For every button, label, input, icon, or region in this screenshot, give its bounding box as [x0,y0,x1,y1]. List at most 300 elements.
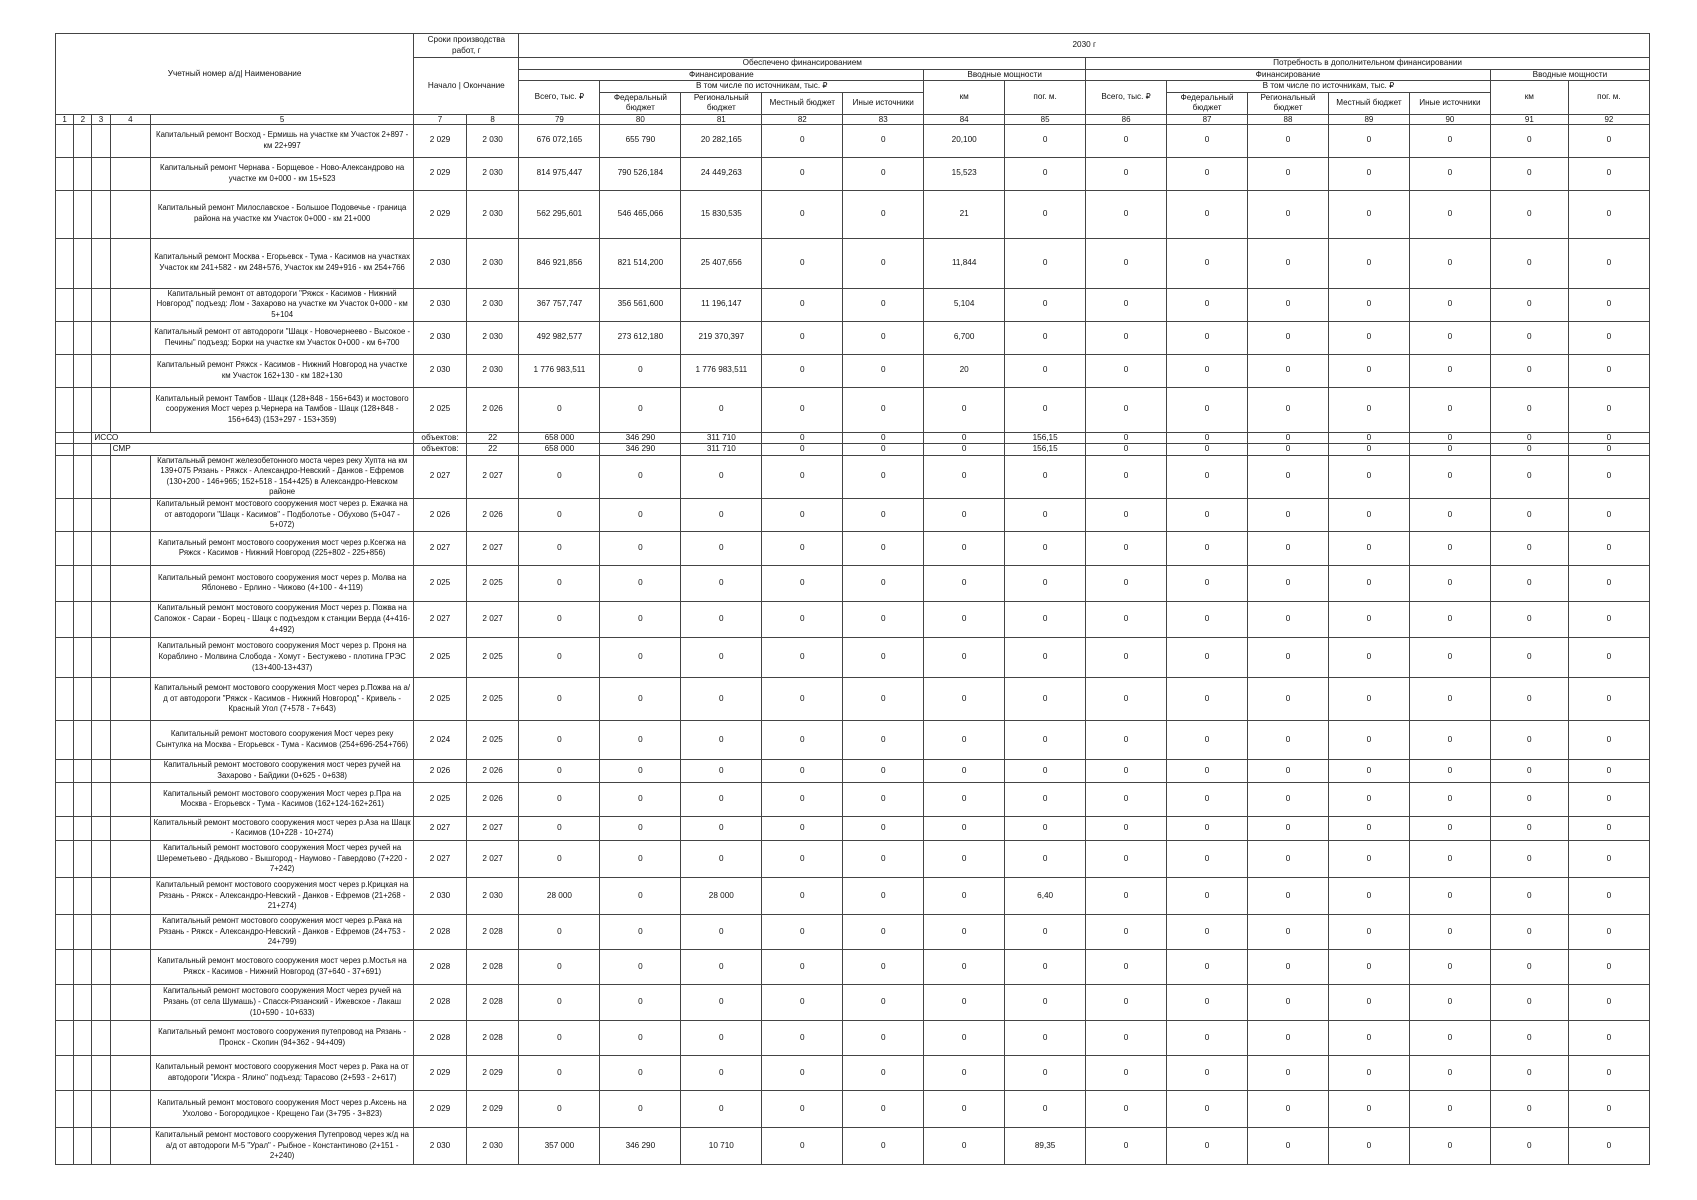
cell-empty [56,387,74,432]
cell-empty [110,877,150,914]
cell-empty [74,984,92,1020]
row-value: 0 [1490,288,1568,321]
cell-empty [56,124,74,157]
row-value: 0 [1248,124,1329,157]
row-value: 0 [924,498,1005,531]
row-value: 0 [762,949,843,984]
row-value: 367 757,747 [519,288,600,321]
row-value: 24 449,263 [681,157,762,190]
row-value: 0 [762,354,843,387]
cell-empty [92,444,110,456]
cell-empty [74,238,92,288]
cell-empty [92,984,110,1020]
row-value: 2 030 [466,1127,519,1164]
row-value: 0 [843,877,924,914]
row-value: 0 [924,759,1005,782]
row-value: 2 026 [466,387,519,432]
column-number: 84 [924,114,1005,124]
row-value: 492 982,577 [519,321,600,354]
table-row [56,677,1650,720]
row-value: 0 [1086,238,1167,288]
table-row [56,720,1650,759]
group-value: объектов: [414,432,467,444]
row-value: 0 [1005,984,1086,1020]
header-regional-2: Региональный бюджет [1248,92,1329,114]
group-value: 311 710 [681,444,762,456]
row-value: 2 027 [466,601,519,637]
column-number: 79 [519,114,600,124]
row-value: 821 514,200 [600,238,681,288]
row-value: 790 526,184 [600,157,681,190]
table-row [56,601,1650,637]
row-value: 0 [1167,637,1248,677]
cell-empty [56,565,74,601]
row-value: 546 465,066 [600,190,681,238]
row-value: 0 [843,782,924,816]
row-value: 6,40 [1005,877,1086,914]
row-value: 0 [1328,124,1409,157]
cell-empty [92,914,110,949]
header-local: Местный бюджет [762,92,843,114]
row-value: 0 [1328,455,1409,498]
row-value: 0 [843,949,924,984]
row-value: 0 [1409,840,1490,877]
row-value: 0 [1005,949,1086,984]
row-value: 0 [1409,984,1490,1020]
row-value: 0 [519,840,600,877]
row-name: Капитальный ремонт мостового сооружения мост через р.Крицкая на Рязань - Ряжск - Александро-Невский - Данков - Ефремов (21+268 - 21+274) [151,877,414,914]
row-value: 0 [843,637,924,677]
table-row [56,816,1650,840]
header-pogm: пог. м. [1005,81,1086,115]
column-number: 2 [74,114,92,124]
row-value: 0 [1490,816,1568,840]
row-value: 0 [1086,720,1167,759]
row-value: 2 025 [466,565,519,601]
row-value: 0 [1167,124,1248,157]
cell-empty [74,720,92,759]
cell-empty [110,498,150,531]
row-value: 0 [1409,354,1490,387]
row-value: 0 [1490,157,1568,190]
row-value: 0 [1086,949,1167,984]
row-value: 0 [762,1020,843,1055]
group-value: 0 [843,432,924,444]
row-value: 0 [843,1055,924,1090]
row-value: 0 [1167,1090,1248,1127]
row-value: 2 027 [414,531,467,565]
row-value: 0 [1248,816,1329,840]
cell-empty [56,914,74,949]
header-local-2: Местный бюджет [1328,92,1409,114]
row-value: 219 370,397 [681,321,762,354]
row-value: 0 [1409,914,1490,949]
row-value: 0 [600,387,681,432]
row-value: 1 776 983,511 [681,354,762,387]
row-value: 0 [924,677,1005,720]
row-name: Капитальный ремонт мостового сооружения мост через р.Мостья на Ряжск - Касимов - Нижний Новгород (37+640 - 37+691) [151,949,414,984]
column-number: 82 [762,114,843,124]
row-value: 0 [1409,157,1490,190]
cell-empty [110,157,150,190]
row-value: 2 030 [466,354,519,387]
row-value: 2 030 [466,321,519,354]
row-value: 0 [1328,565,1409,601]
row-name: Капитальный ремонт мостового сооружения Мост через р.Пожва на а/д от автодороги "Ряжск - Касимов - Нижний Новгород" - Кривель - Красный Угол (7+578 - 7+643) [151,677,414,720]
row-value: 2 030 [414,877,467,914]
row-value: 0 [1328,157,1409,190]
row-value: 0 [1409,190,1490,238]
row-name: Капитальный ремонт мостового сооружения Мост через р. Проня на Кораблино - Молвина Слобода - Хомут - Бестужево - плотина ГРЭС (13+400-13+437) [151,637,414,677]
row-value: 0 [924,565,1005,601]
row-value: 0 [519,914,600,949]
row-value: 0 [519,531,600,565]
row-value: 0 [924,720,1005,759]
table-row [56,288,1650,321]
row-value: 0 [762,1090,843,1127]
cell-empty [56,531,74,565]
row-value: 0 [1490,354,1568,387]
row-value: 0 [681,759,762,782]
group-value: 0 [1409,432,1490,444]
row-value: 0 [1005,498,1086,531]
row-value: 0 [1328,1127,1409,1164]
cell-empty [110,1020,150,1055]
cell-empty [92,816,110,840]
cell-empty [92,601,110,637]
cell-empty [74,1020,92,1055]
cell-empty [56,877,74,914]
row-value: 0 [762,782,843,816]
cell-empty [110,601,150,637]
row-value: 0 [843,914,924,949]
row-value: 0 [1248,321,1329,354]
row-value: 0 [681,816,762,840]
row-value: 0 [1409,877,1490,914]
row-value: 0 [600,1020,681,1055]
cell-empty [110,565,150,601]
row-value: 2 026 [466,498,519,531]
row-value: 0 [681,984,762,1020]
row-name: Капитальный ремонт мостового сооружения путепровод на Рязань - Пронск - Скопин (94+362 - 94+409) [151,1020,414,1055]
column-number: 1 [56,114,74,124]
row-value: 0 [1086,157,1167,190]
row-value: 0 [681,949,762,984]
row-name: Капитальный ремонт железобетонного моста через реку Хупта на км 139+075 Рязань - Ряжск - Александро-Невский - Данков - Ефремов (130+200 - 146+965; 152+518 - 154+425) в Александро-Невском районе [151,455,414,498]
row-value: 2 025 [466,677,519,720]
row-value: 0 [519,637,600,677]
row-value: 0 [1248,157,1329,190]
row-value: 0 [1490,840,1568,877]
row-value: 0 [1005,759,1086,782]
row-value: 0 [1248,1127,1329,1164]
row-value: 0 [1086,387,1167,432]
table-row [56,949,1650,984]
row-value: 0 [1086,354,1167,387]
row-value: 2 029 [414,1090,467,1127]
cell-empty [74,601,92,637]
group-value: 156,15 [1005,444,1086,456]
row-value: 0 [1409,949,1490,984]
row-value: 0 [924,531,1005,565]
row-value: 2 030 [414,288,467,321]
group-value: 22 [466,444,519,456]
row-value: 0 [1005,677,1086,720]
row-value: 0 [762,984,843,1020]
row-value: 0 [1328,1055,1409,1090]
row-value: 0 [1328,498,1409,531]
row-value: 0 [1328,531,1409,565]
row-value: 2 028 [466,914,519,949]
column-number: 88 [1248,114,1329,124]
cell-empty [74,1090,92,1127]
group-label: ИССО [92,432,414,444]
row-value: 0 [924,914,1005,949]
row-value: 0 [1409,782,1490,816]
group-value: 0 [924,444,1005,456]
cell-empty [56,157,74,190]
row-value: 2 028 [414,914,467,949]
cell-empty [56,1020,74,1055]
cell-empty [92,288,110,321]
row-value: 0 [1409,565,1490,601]
row-value: 0 [1086,601,1167,637]
row-value: 0 [1328,877,1409,914]
row-value: 0 [1005,782,1086,816]
row-value: 0 [762,1127,843,1164]
row-value: 0 [1568,531,1649,565]
row-value: 0 [681,601,762,637]
row-value: 0 [1248,720,1329,759]
row-value: 2 030 [466,877,519,914]
row-value: 0 [600,782,681,816]
row-value: 0 [1167,387,1248,432]
cell-empty [56,455,74,498]
row-value: 0 [1248,238,1329,288]
row-name: Капитальный ремонт от автодороги "Ряжск - Касимов - Нижний Новгород" подъезд: Лом - Захарово на участке км Участок 0+000 - км 5+104 [151,288,414,321]
row-value: 0 [1409,498,1490,531]
cell-empty [110,984,150,1020]
row-value: 0 [1409,1020,1490,1055]
row-value: 0 [762,387,843,432]
cell-empty [56,498,74,531]
row-value: 0 [1328,190,1409,238]
row-value: 0 [1490,877,1568,914]
row-value: 0 [924,387,1005,432]
row-value: 0 [1167,455,1248,498]
row-value: 0 [1328,720,1409,759]
row-value: 0 [1248,840,1329,877]
group-value: 0 [1490,432,1568,444]
cell-empty [56,1127,74,1164]
row-value: 0 [843,455,924,498]
row-value: 2 030 [414,321,467,354]
row-value: 2 025 [414,637,467,677]
group-value: 0 [1568,444,1649,456]
cell-empty [74,637,92,677]
row-value: 15 830,535 [681,190,762,238]
row-value: 0 [1167,1127,1248,1164]
row-value: 0 [1167,816,1248,840]
header-other-2: Иные источники [1409,92,1490,114]
row-value: 357 000 [519,1127,600,1164]
group-value: объектов: [414,444,467,456]
cell-empty [110,1127,150,1164]
cell-empty [110,720,150,759]
row-value: 10 710 [681,1127,762,1164]
row-name: Капитальный ремонт Ряжск - Касимов - Нижний Новгород на участке км Участок 162+130 - км 182+130 [151,354,414,387]
row-value: 0 [924,877,1005,914]
row-value: 0 [1248,1055,1329,1090]
row-value: 0 [1248,1090,1329,1127]
row-value: 0 [1568,354,1649,387]
row-value: 0 [1490,190,1568,238]
cell-empty [74,531,92,565]
row-value: 0 [1086,124,1167,157]
row-value: 0 [1167,782,1248,816]
row-value: 0 [1005,157,1086,190]
cell-empty [56,1055,74,1090]
row-value: 0 [1005,601,1086,637]
row-value: 562 295,601 [519,190,600,238]
row-value: 6,700 [924,321,1005,354]
row-value: 0 [1409,531,1490,565]
cell-empty [110,288,150,321]
row-value: 0 [681,914,762,949]
row-value: 0 [1005,1055,1086,1090]
row-name: Капитальный ремонт мостового сооружения Мост через реку Сынтулка на Москва - Егорьевск - Тума - Касимов (254+696-254+766) [151,720,414,759]
row-value: 2 027 [466,840,519,877]
row-value: 0 [1005,321,1086,354]
row-value: 0 [1005,238,1086,288]
row-value: 0 [1490,124,1568,157]
row-value: 0 [600,816,681,840]
budget-table [55,33,1650,1165]
row-value: 0 [1409,601,1490,637]
row-value: 0 [762,238,843,288]
cell-empty [110,677,150,720]
row-value: 0 [1568,914,1649,949]
row-name: Капитальный ремонт Восход - Ермишь на участке км Участок 2+897 - км 22+997 [151,124,414,157]
row-value: 0 [1568,601,1649,637]
cell-empty [56,816,74,840]
row-value: 0 [762,877,843,914]
row-value: 0 [519,720,600,759]
row-value: 0 [843,124,924,157]
row-value: 0 [924,840,1005,877]
group-value: 346 290 [600,444,681,456]
row-value: 2 030 [466,190,519,238]
row-value: 0 [1005,387,1086,432]
row-name: Капитальный ремонт мостового сооружения мост через р.Аза на Шацк - Касимов (10+228 - 10+274) [151,816,414,840]
row-value: 0 [1086,1020,1167,1055]
table-row [56,238,1650,288]
row-value: 0 [1568,949,1649,984]
row-value: 0 [1490,1127,1568,1164]
row-value: 0 [762,840,843,877]
table-row [56,1020,1650,1055]
row-value: 0 [1490,720,1568,759]
cell-empty [74,914,92,949]
row-value: 0 [1248,565,1329,601]
row-name: Капитальный ремонт мостового сооружения Путепровод через ж/д на а/д от автодороги М-5 "Урал" - Рыбное - Константиново (2+151 - 2+240) [151,1127,414,1164]
cell-empty [92,1020,110,1055]
cell-empty [110,321,150,354]
row-value: 0 [762,565,843,601]
row-value: 0 [1086,190,1167,238]
row-value: 0 [1167,498,1248,531]
row-value: 0 [843,190,924,238]
row-value: 0 [519,1090,600,1127]
row-value: 0 [600,949,681,984]
table-row [56,840,1650,877]
row-value: 0 [1248,288,1329,321]
row-value: 0 [843,1020,924,1055]
cell-empty [92,531,110,565]
cell-empty [74,444,92,456]
row-value: 0 [1328,782,1409,816]
row-value: 0 [1568,238,1649,288]
row-value: 0 [1167,1055,1248,1090]
table-row [56,1055,1650,1090]
header-by-sources-2: В том числе по источникам, тыс. ₽ [1167,81,1491,93]
header-period: Сроки производства работ, г [414,34,519,58]
cell-empty [92,677,110,720]
row-value: 0 [843,677,924,720]
row-value: 0 [762,531,843,565]
row-value: 0 [1167,677,1248,720]
cell-empty [110,782,150,816]
row-value: 0 [681,565,762,601]
row-value: 21 [924,190,1005,238]
column-number: 3 [92,114,110,124]
row-value: 0 [1167,288,1248,321]
cell-empty [110,1055,150,1090]
row-value: 2 025 [414,677,467,720]
column-number: 87 [1167,114,1248,124]
row-value: 0 [681,677,762,720]
group-value: 0 [1248,432,1329,444]
column-number: 8 [466,114,519,124]
row-value: 0 [600,601,681,637]
row-value: 2 026 [466,782,519,816]
cell-empty [74,1127,92,1164]
row-name: Капитальный ремонт Милославское - Большое Подовечье - граница района на участке км Участок 0+000 - км 21+000 [151,190,414,238]
row-value: 2 026 [466,759,519,782]
column-number: 81 [681,114,762,124]
row-value: 0 [1167,321,1248,354]
cell-empty [110,759,150,782]
header-capacity-2: Вводные мощности [1490,69,1649,81]
group-value: 0 [762,432,843,444]
row-value: 0 [1005,190,1086,238]
row-value: 0 [1409,1127,1490,1164]
header-by-sources: В том числе по источникам, тыс. ₽ [600,81,924,93]
row-value: 0 [519,759,600,782]
row-value: 2 030 [414,354,467,387]
row-value: 0 [762,1055,843,1090]
row-value: 0 [681,531,762,565]
row-value: 2 025 [466,720,519,759]
cell-empty [110,190,150,238]
row-value: 0 [519,1055,600,1090]
row-value: 0 [519,601,600,637]
row-value: 0 [924,1055,1005,1090]
cell-empty [56,601,74,637]
cell-empty [74,816,92,840]
row-value: 0 [762,288,843,321]
row-value: 0 [1328,1020,1409,1055]
